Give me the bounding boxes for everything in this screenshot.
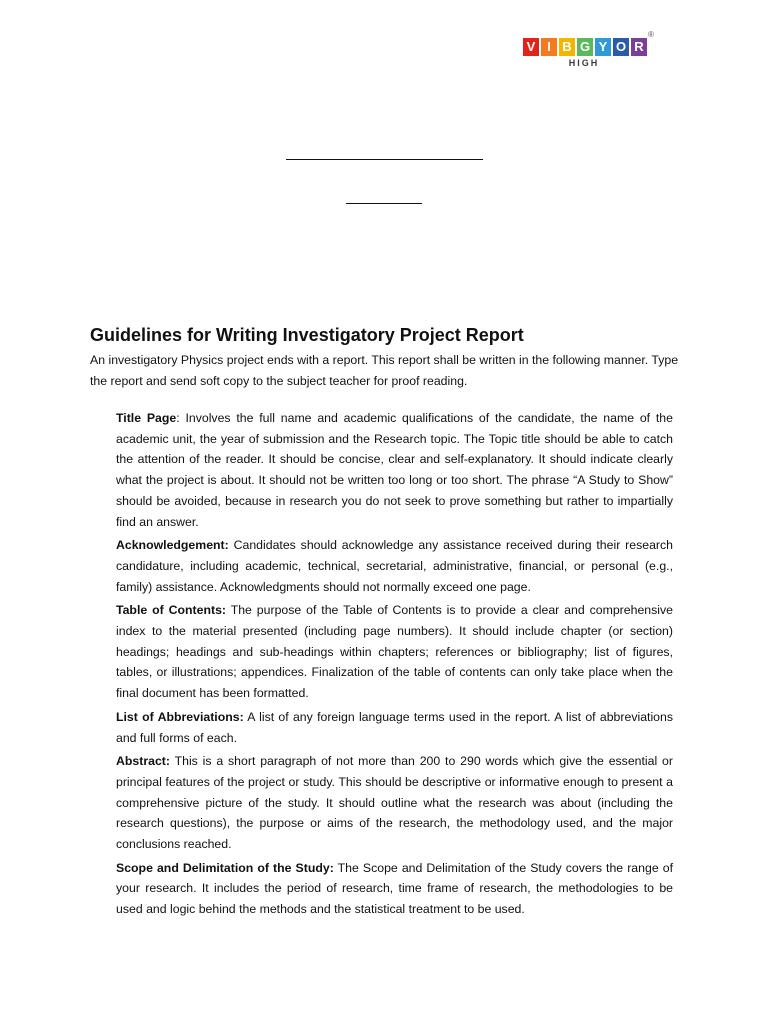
section-list-of-abbreviations bbox=[116, 707, 673, 748]
section-text: Candidates should acknowledge any assistance received during their research candidature, including academic, technical, secretarial, administrative, financial, or personal (e.g., family) assistance. Acknowledgments should not normally exceed one page. bbox=[116, 538, 673, 594]
section-text: The purpose of the Table of Contents is to provide a clear and comprehensive index to the material presented (including page numbers). It should include chapter (or section) headings; headings and sub-headings within chapters; references or bibliography; list of figures, tables, or illustrations; appendices. Finalization of the table of contents can only take place when the final document has been formatted. bbox=[116, 603, 673, 701]
school-logo bbox=[520, 30, 656, 74]
logo-letter: R bbox=[631, 38, 647, 56]
section-label: Abstract: bbox=[116, 754, 170, 769]
section-text: This is a short paragraph of not more than 200 to 290 words which give the essential or principal features of the project or study. This should be descriptive or informative enough to present a comprehensive picture of the study. It should outline what the research was about (including the research questions), the purpose or aims of the research, the methodology used, and the major conclusions reached. bbox=[116, 754, 673, 852]
intro-paragraph: An investigatory Physics project ends with a report. This report shall be written in the following manner. Type the report and send soft copy to the subject teacher for proof reading. bbox=[90, 353, 679, 388]
section-acknowledgement bbox=[116, 535, 673, 597]
logo-letter: G bbox=[577, 38, 593, 56]
logo-letters bbox=[523, 38, 647, 56]
section-text: The Scope and Delimitation of the Study covers the range of your research. It includes the period of research, time frame of research, the methodologies to be used and logic behind the methods and the statistical treatment to be used. bbox=[116, 860, 673, 917]
section-text: A list of any foreign language terms used in the report. A list of abbreviations and full forms of each. bbox=[116, 709, 674, 745]
logo-letter: Y bbox=[595, 38, 611, 56]
section-label: Table of Contents: bbox=[116, 603, 227, 618]
section-label: Scope and Delimitation of the Study: bbox=[116, 860, 334, 875]
registered-mark: ® bbox=[648, 30, 654, 39]
top-rule-short bbox=[346, 203, 422, 204]
section-title-page bbox=[116, 408, 673, 532]
section-text: : Involves the full name and academic qualifications of the candidate, the name of the academic unit, the year of submission and the Research topic. The Topic title should be able to catch the attention of the reader. It should be concise, clear and self-explanatory. It should indicate clearly what the project is about. It should not be written too long or too short. The phrase “A Study to Show” should be avoided, because in research you do not seek to prove something but rather to impartially find an answer. bbox=[116, 411, 673, 529]
logo-letter: O bbox=[613, 38, 629, 56]
section-abstract bbox=[116, 751, 673, 855]
logo-letter: V bbox=[523, 38, 539, 56]
document-title: Guidelines for Writing Investigatory Project Report bbox=[90, 325, 524, 345]
section-label: Acknowledgement: bbox=[116, 538, 229, 553]
logo-letter: I bbox=[541, 38, 557, 56]
section-label: Title Page bbox=[116, 411, 177, 425]
section-label: List of Abbreviations: bbox=[116, 709, 244, 724]
section-table-of-contents bbox=[116, 600, 673, 704]
logo-subtitle: HIGH bbox=[568, 58, 600, 68]
section-scope-delimitation bbox=[116, 858, 673, 920]
logo-letter: B bbox=[559, 38, 575, 56]
guideline-sections bbox=[116, 408, 673, 923]
top-rule-long bbox=[286, 159, 483, 160]
